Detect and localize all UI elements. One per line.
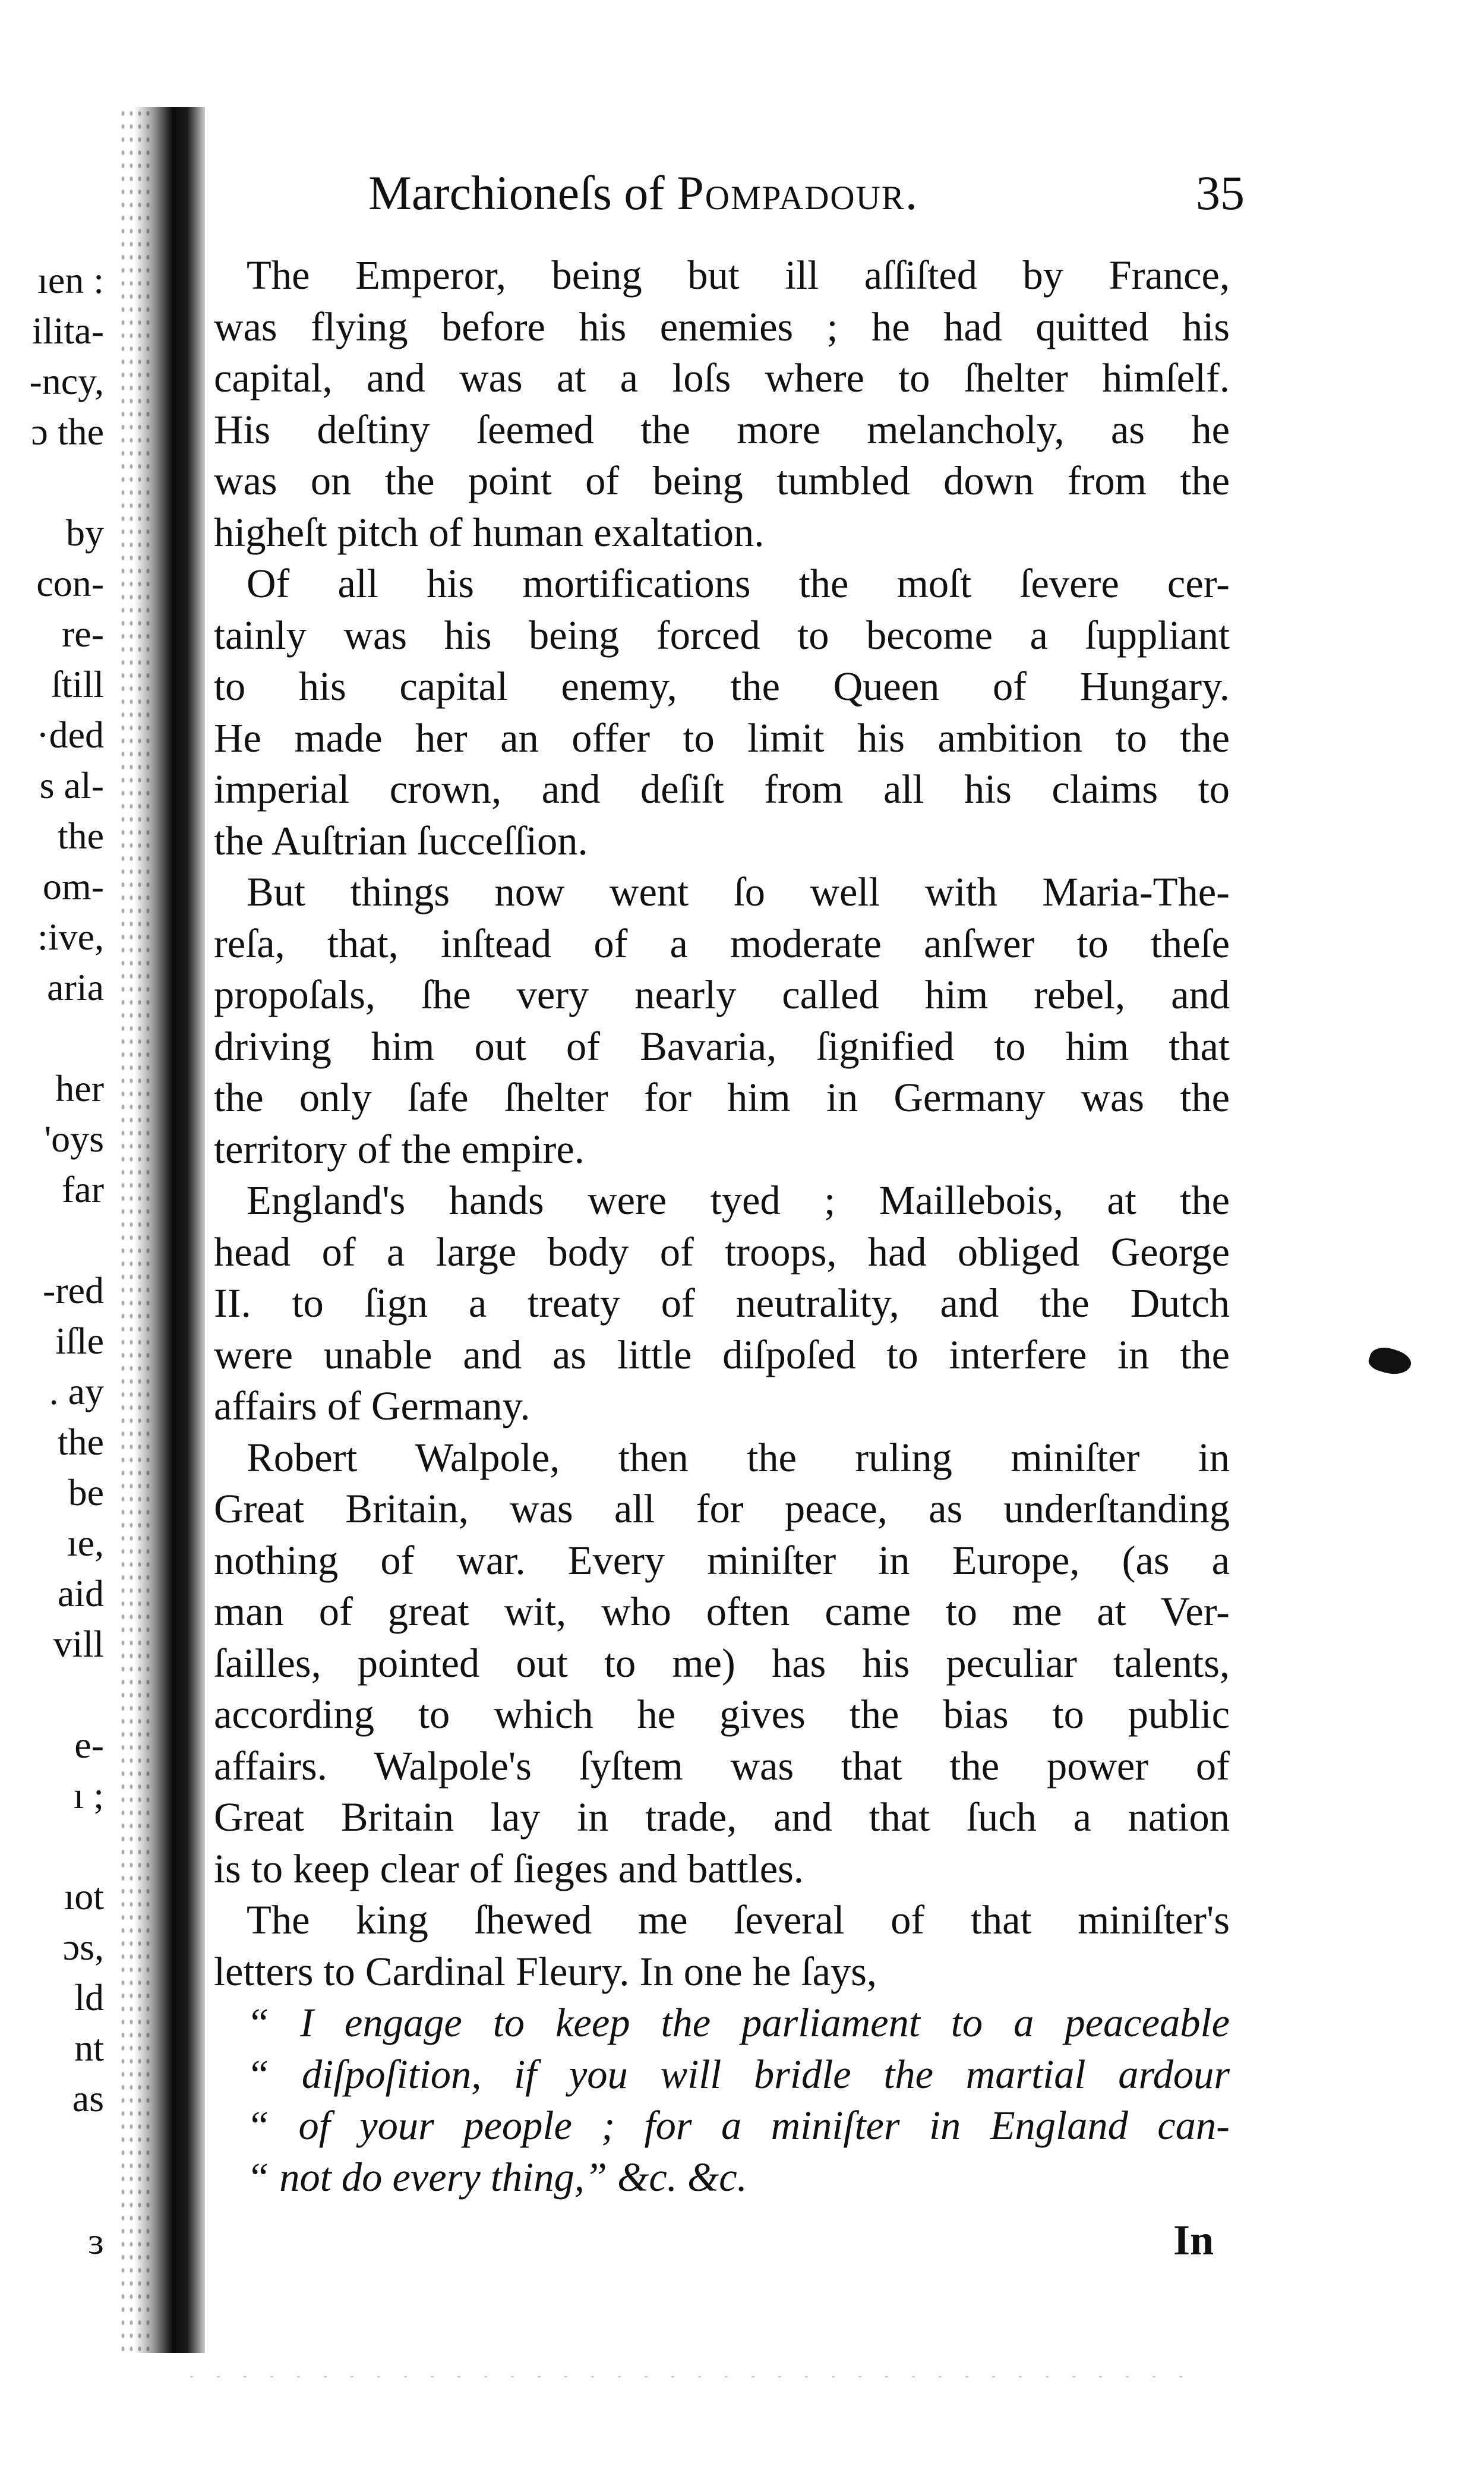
text-line: The king ſhewed me ſeveral of that miniſter's [247,1897,1230,1942]
facing-page-fragment: aria [47,966,104,1008]
text-line: England's hands were tyed ; Maillebois, at the [247,1178,1230,1223]
text-line: reſa, that, inſtead of a moderate anſwer to theſe [214,920,1230,966]
facing-page-fragment: ɔs, [62,1926,104,1968]
running-head-title: Marchioneſs of [368,166,665,220]
text-line: imperial crown, and deſiſt from all his claims to [214,767,1230,812]
text-line: letters to Cardinal Fleury. In one he ſays, [214,1948,877,1994]
facing-page-fragment: s al- [39,764,104,806]
text-line: was flying before his enemies ; he had quitted his [214,304,1230,349]
facing-page-fragment: be [68,1471,104,1513]
text-line: He made her an offer to limit his ambition to the [214,715,1230,761]
text-line: driving him out of Bavaria, ſignified to him that [214,1023,1230,1069]
facing-page-fragment: :ive, [37,916,104,958]
running-head-name: Pompadour. [677,166,919,220]
quote-line: “ not do every thing,” &c. &c. [247,2154,747,2200]
text-line: head of a large body of troops, had obliged George [214,1229,1230,1275]
facing-page-fragment: ıen : [37,259,104,301]
facing-page-fragment: ·ded [36,714,104,756]
facing-page-fragment: aid [57,1572,104,1614]
text-line: His deſtiny ſeemed the more melancholy, as he [214,406,1230,452]
text-line: Great Britain, was all for peace, as underſtanding [214,1486,1230,1531]
facing-page-fragment: -ncy, [29,360,104,402]
binding-speckle [119,107,154,2353]
facing-page-fragment: far [61,1168,104,1210]
text-line: But things now went ſo well with Maria-The- [247,869,1230,914]
ink-blot [1366,1343,1414,1380]
facing-page-fragment: vill [53,1623,104,1665]
facing-page-fragment: the [57,1421,104,1463]
facing-page-fragment: -red [42,1269,104,1311]
facing-page-fragment: 'oys [44,1118,104,1160]
text-line: was on the point of being tumbled down from the [214,458,1230,503]
text-line: II. to ſign a treaty of neutrality, and the Dutch [214,1280,1230,1326]
text-line: were unable and as little diſpoſed to interfere in the [214,1332,1230,1377]
paragraph [214,1175,1230,1432]
quote-line: “ diſpoſition, if you will bridle the martial ardour [247,2051,1230,2097]
facing-page-fragment: ɔ the [31,411,104,453]
text-line: The Emperor, being but ill aſſiſted by France, [247,253,1230,298]
text-line: Robert Walpole, then the ruling miniſter in [247,1434,1230,1480]
facing-page-fragments [0,259,116,2262]
text-line: propoſals, ſhe very nearly called him rebel, and [214,972,1230,1017]
text-line: Of all his mortifications the moſt ſevere cer- [247,561,1230,606]
paragraph [214,1894,1230,1997]
facing-page-fragment: ɜ [88,2220,104,2262]
text-line: the only ſafe ſhelter for him in Germany was the [214,1075,1230,1120]
body-text [214,250,1230,2203]
quotation [214,1997,1230,2203]
facing-page-fragment: con- [36,562,104,604]
page-number: 35 [1196,166,1245,220]
facing-page-fragment: nt [74,2027,104,2069]
facing-page-fragment: ilita- [32,310,104,352]
facing-page-fragment: the [57,815,104,857]
facing-page-fragment: her [55,1067,104,1109]
text-line: nothing of war. Every miniſter in Europe, (as a [214,1537,1230,1583]
text-line: higheſt pitch of human exaltation. [214,509,765,555]
quote-line: “ I engage to keep the parliament to a peaceable [247,2000,1230,2045]
text-line: affairs. Walpole's ſyſtem was that the power of [214,1743,1230,1789]
text-line: according to which he gives the bias to public [214,1692,1230,1737]
facing-page-fragment: iſle [55,1320,104,1362]
facing-page-fragment: as [72,2077,104,2119]
catchword: In [1173,2216,1214,2264]
facing-page-fragment: ld [74,1976,104,2018]
facing-page-fragment: . ay [49,1370,104,1412]
text-line: tainly was his being forced to become a ſuppliant [214,612,1230,658]
facing-page-fragment: e- [74,1724,104,1766]
running-head [368,160,1259,226]
text-line: Great Britain lay in trade, and that ſuch a nation [214,1794,1230,1840]
text-line: ſailles, pointed out to me) has his peculiar talents, [214,1640,1230,1686]
text-line: the Auſtrian ſucceſſion. [214,818,588,863]
quote-line: “ of your people ; for a miniſter in England can- [247,2103,1230,2148]
facing-page-fragment: re- [61,613,104,655]
facing-page-fragment: ſtill [51,663,104,705]
text-line: territory of the empire. [214,1126,585,1172]
text-line: to his capital enemy, the Queen of Hungary. [214,664,1230,709]
paragraph [214,1432,1230,1895]
bottom-specks [178,2371,1188,2383]
paragraph [214,250,1230,558]
facing-page-fragment: om- [42,865,104,907]
text-line: capital, and was at a loſs where to ſhelter himſelf. [214,355,1230,400]
facing-page-fragment: ıot [64,1875,104,1917]
text-line: affairs of Germany. [214,1383,531,1428]
paragraph [214,558,1230,866]
facing-page-fragment: ı ; [73,1774,104,1816]
paragraph [214,866,1230,1175]
facing-page-fragment: by [66,512,104,554]
text-line: is to keep clear of ſieges and battles. [214,1846,804,1891]
text-line: man of great wit, who often came to me at Ver- [214,1589,1230,1634]
facing-page-fragment: ıe, [67,1522,104,1564]
